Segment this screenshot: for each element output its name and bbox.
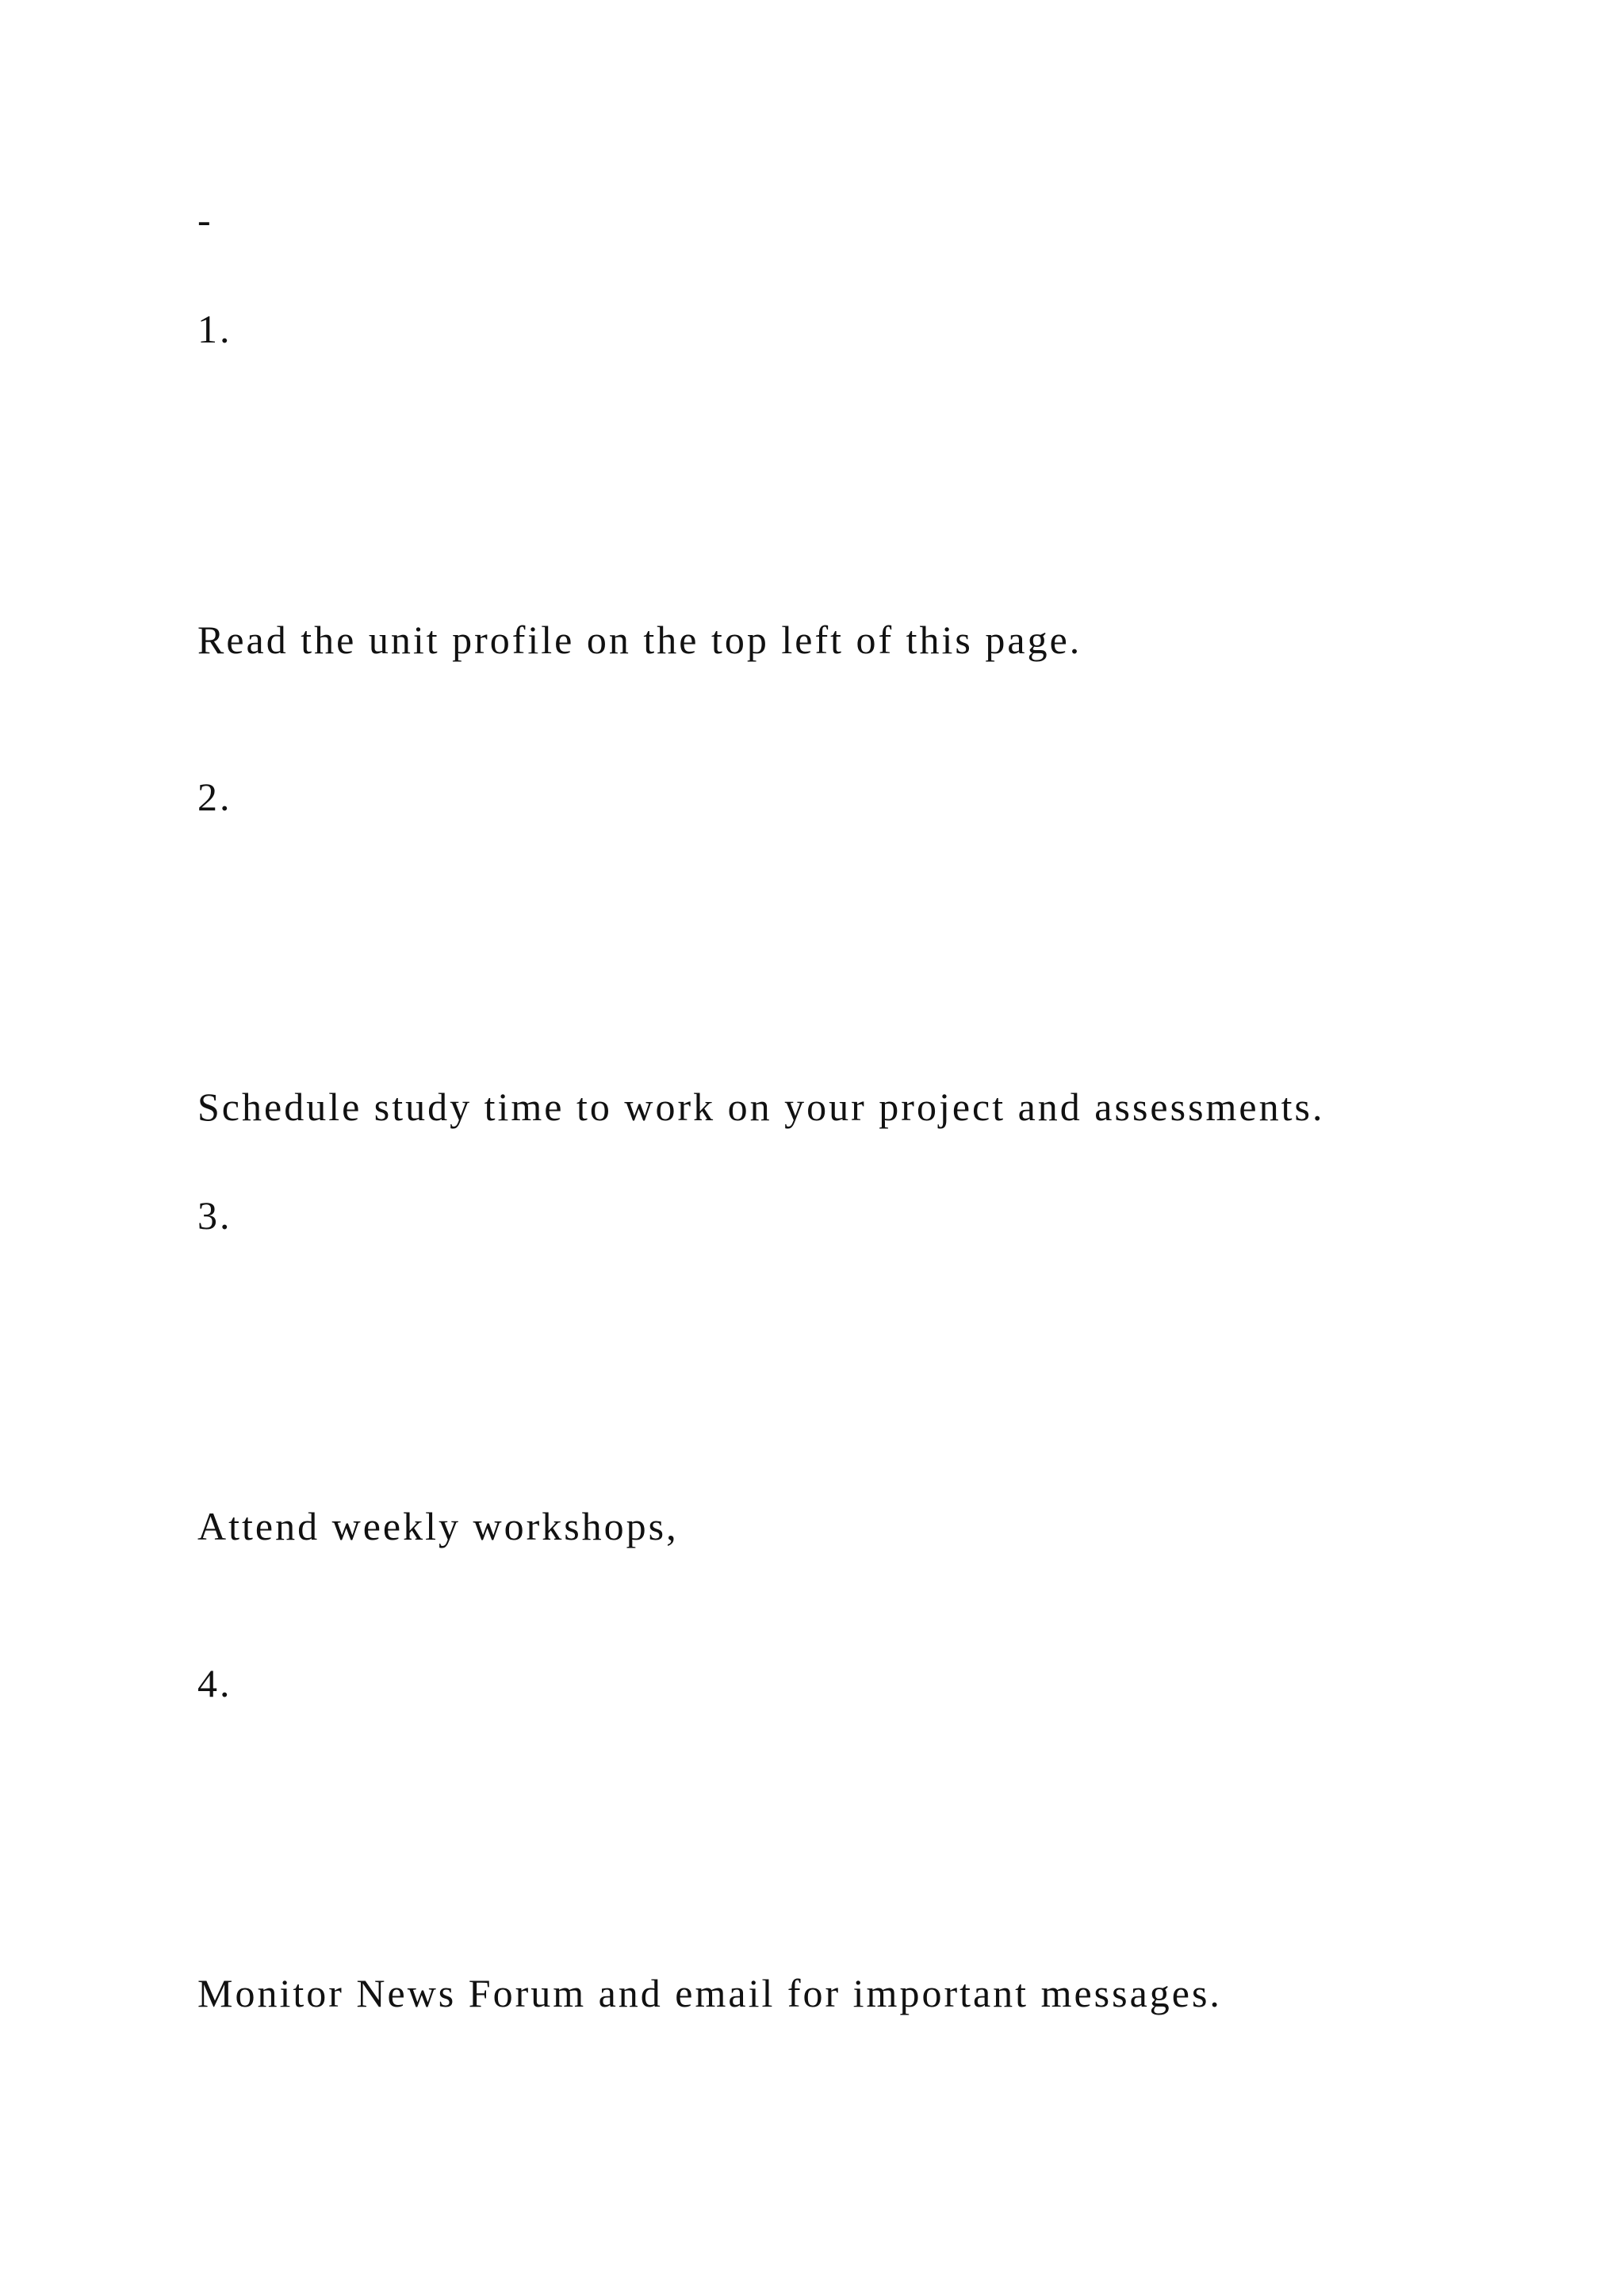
item-text-4: Monitor News Forum and email for important messages.	[197, 1971, 1222, 2015]
dash-marker: -	[197, 197, 213, 242]
item-text-1: Read the unit profile on the top left of this page.	[197, 618, 1082, 662]
item-number-1: 1.	[197, 307, 232, 351]
item-number-4: 4.	[197, 1661, 232, 1705]
item-text-2: Schedule study time to work on your project and assessments.	[197, 1085, 1325, 1129]
item-number-3: 3.	[197, 1193, 232, 1238]
item-text-3: Attend weekly workshops,	[197, 1504, 679, 1548]
item-number-2: 2.	[197, 775, 232, 819]
